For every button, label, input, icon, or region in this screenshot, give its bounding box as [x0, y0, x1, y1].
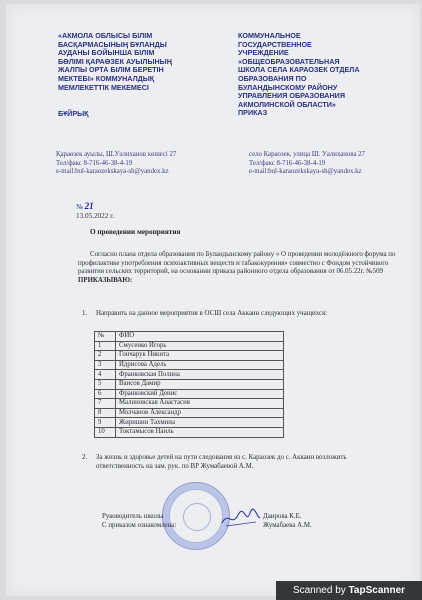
student-name: Токтамысов Наиль	[116, 427, 284, 437]
address-line: село Караозек, улица Ш. Уалиханова 27	[249, 151, 365, 158]
header-right-line: КОММУНАЛЬНОЕ	[238, 31, 301, 40]
header-right-line: БУЛАНДЫНСКОМУ РАЙОНУ	[238, 82, 338, 92]
row-number: 4	[95, 370, 116, 380]
signature-role: Руководитель школы	[102, 513, 164, 520]
header-left-line: БӨЛІМІ ҚАРАӨЗЕК АУЫЛЫНЫҢ	[58, 56, 172, 66]
signature-name: Даирова К.Е.	[263, 513, 302, 520]
number-sign: №	[76, 203, 83, 211]
row-number: 5	[95, 379, 116, 389]
student-name: Смусенко Игорь	[116, 341, 284, 351]
item-text: Направить на данное мероприятия в ОСШ села Аккаин следующих учащихся:	[96, 310, 328, 317]
stamp-center	[183, 503, 211, 531]
address-line: Тел/факс 8-716-46-38-4-19	[249, 159, 326, 167]
watermark-prefix: Scanned by	[292, 585, 349, 596]
order-number-block	[76, 202, 114, 221]
table-row	[95, 351, 284, 361]
row-number: 6	[95, 389, 116, 399]
row-number: 8	[95, 408, 116, 418]
item-text: За жизнь и здоровье детей на пути следования из с. Караозек до с. Аккаин возложить ответственность на зам. рук. по ВР Жумабаевой А.М.	[96, 454, 347, 470]
header-right-line: АКМОЛИНСКОЙ ОБЛАСТИ»	[238, 99, 336, 109]
item-number: 1.	[82, 310, 88, 317]
row-number: 9	[95, 418, 116, 428]
signature-name: Жумабаева А.М.	[263, 522, 312, 529]
order-number: 21	[84, 201, 94, 211]
address-line: Қараөзек ауылы, Ш.Уәлиханов көшесі 27	[56, 151, 177, 158]
address-left	[56, 151, 206, 177]
table-header-cell: ФИО	[116, 332, 284, 342]
header-right-line: ОБРАЗОВАНИЯ ПО	[238, 73, 307, 83]
order-subject: О проведении мероприятия	[90, 228, 181, 236]
order-intro: Согласно плана отдела образования по Буландынскому району « О проведении молодёжного форума по профилактике употребления психоактивных веществ и табакокурения» совместно с Фондом устойчивого развития сельских территорий, на основании приказа районного отдела образования от 06.05.22г. №509	[78, 251, 396, 276]
table-header-cell: №	[95, 332, 116, 342]
table-row	[95, 389, 284, 399]
row-number: 3	[95, 360, 116, 370]
student-name: Малиновская Анастасия	[116, 399, 284, 409]
address-line: e-mail:bul-karaozekskaya-sh@yandex.kz	[56, 168, 169, 176]
header-left-line: МЕМЛЕКЕТТІК МЕКЕМЕСІ	[58, 82, 149, 92]
students-table	[94, 331, 284, 438]
order-word: ПРИКАЗЫВАЮ:	[78, 277, 133, 285]
signature-roles	[102, 512, 176, 530]
student-name: Гончарук Никита	[116, 351, 284, 361]
header-right-line: УЧРЕЖДЕНИЕ	[238, 48, 289, 58]
table-row	[95, 418, 284, 428]
header-left-line: «АКМОЛА ОБЛЫСЫ БІЛІМ	[58, 31, 153, 40]
header-left-line: БАСҚАРМАСЫНЫҢ БҰЛАНДЫ	[58, 39, 167, 49]
signature-names	[263, 512, 312, 530]
header-left	[58, 32, 208, 119]
header-right-line: «ОБЩЕОБРАЗОВАТЕЛЬНАЯ	[238, 56, 340, 66]
header-left-line: ЖАЛПЫ ОРТА БІЛІМ БЕРЕТІН	[58, 65, 164, 75]
table-row	[95, 408, 284, 418]
header-right	[238, 32, 393, 118]
order-body	[78, 251, 396, 286]
watermark-brand: TapScanner	[348, 585, 406, 596]
student-name: Ваисов Дамир	[116, 379, 284, 389]
table-row	[95, 379, 284, 389]
row-number: 2	[95, 351, 116, 361]
header-right-line: ГОСУДАРСТВЕННОЕ	[238, 39, 312, 49]
row-number: 10	[95, 427, 116, 437]
order-date: 13.05.2022 г.	[76, 212, 115, 220]
table-header-row	[95, 332, 284, 342]
address-right	[249, 151, 409, 177]
order-item-2	[82, 454, 388, 470]
student-name: Франковский Денис	[116, 389, 284, 399]
student-name: Жиришин Тахмина	[116, 418, 284, 428]
table-row	[95, 399, 284, 409]
address-line: e-mail:bul-karaozekskaya-sh@yandex.kz	[249, 168, 362, 176]
row-number: 7	[95, 399, 116, 409]
address-line: Тел/факс 8-716-46-38-4-19	[56, 159, 133, 167]
document-page	[6, 4, 420, 596]
header-right-line: УПРАВЛЕНИЯ ОБРАЗОВАНИЯ	[238, 91, 346, 101]
table-row	[95, 360, 284, 370]
student-name: Идрисова Адель	[116, 360, 284, 370]
header-left-line: АУДАНЫ БОЙЫНША БІЛІМ	[58, 48, 155, 58]
scanner-watermark	[276, 581, 422, 600]
header-right-line: ШКОЛА СЕЛА КАРАОЗЕК ОТДЕЛА	[238, 65, 360, 75]
student-name: Франковская Полина	[116, 370, 284, 380]
signature-scribble	[220, 507, 262, 529]
student-name: Молчанов Александр	[116, 408, 284, 418]
order-item-1	[82, 310, 388, 319]
row-number: 1	[95, 341, 116, 351]
table-row	[95, 370, 284, 380]
header-left-line: МЕКТЕБІ» КОММУНАЛДЫҚ	[58, 73, 155, 83]
doc-type-kz: БҰЙРЫҚ	[58, 109, 89, 119]
table-row	[95, 341, 284, 351]
item-number: 2.	[82, 454, 88, 461]
table-row	[95, 427, 284, 437]
signature-role: С приказом ознакомлена:	[102, 522, 177, 529]
doc-type-ru: ПРИКАЗ	[238, 108, 268, 118]
